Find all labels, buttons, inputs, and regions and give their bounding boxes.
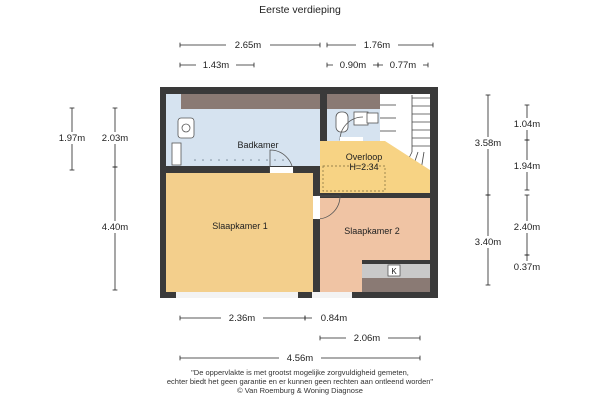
dim-left-inner: 2.03m (101, 133, 129, 144)
dim-top-total-left: 2.65m (234, 40, 262, 51)
dim-top-sub-mid: 0.90m (339, 60, 367, 71)
disclaimer-line-2: echter biedt het geen garantie en er kunnen geen rechten aan ontleend worden" (166, 377, 434, 386)
dim-right-outer-4: 0.37m (513, 262, 541, 273)
sink-icon (178, 118, 194, 138)
room-height-overloop: H=2.34 (349, 162, 379, 172)
page-title: Eerste verdieping (259, 4, 341, 16)
floor-plan-body (160, 87, 438, 298)
dim-top-sub-left: 1.43m (202, 60, 230, 71)
boiler-icon (367, 113, 378, 123)
top-strip-right (327, 94, 380, 109)
dim-right-outer-2: 1.94m (513, 161, 541, 172)
dim-bottom-total: 4.56m (286, 353, 314, 364)
copyright-line: © Van Roemburg & Woning Diagnose (237, 386, 363, 395)
dim-right-inner-bottom: 3.40m (474, 237, 502, 248)
dim-bottom-left: 2.36m (228, 313, 256, 324)
dim-right-inner-top: 3.58m (474, 138, 502, 149)
dim-top-sub-right: 0.77m (389, 60, 417, 71)
dim-top-total-right: 1.76m (363, 40, 391, 51)
closet-strip (362, 278, 430, 292)
room-label-slaapkamer-1: Slaapkamer 1 (212, 221, 268, 231)
dim-right-outer-1: 1.04m (513, 119, 541, 130)
room-label-overloop: Overloop (345, 152, 383, 162)
window-bottom-right (312, 292, 352, 298)
dim-bottom-mid: 0.84m (320, 313, 348, 324)
hand-basin-icon (354, 112, 368, 125)
bedroom-1-area (166, 173, 313, 292)
window-bottom-left (176, 292, 298, 298)
top-strip-left (181, 94, 320, 109)
toilet-icon (336, 112, 348, 132)
room-label-badkamer: Badkamer (237, 140, 279, 150)
shower-icon (172, 143, 181, 165)
disclaimer-line-1: "De oppervlakte is met grootst mogelijke zorgvuldigheid gemeten, (191, 368, 409, 377)
dim-left-lower: 4.40m (101, 222, 129, 233)
dim-bottom-right: 2.06m (353, 333, 381, 344)
dim-left-outer: 1.97m (58, 133, 86, 144)
dim-right-outer-3: 2.40m (513, 222, 541, 233)
room-label-slaapkamer-2: Slaapkamer 2 (344, 226, 400, 236)
closet-wall (362, 260, 430, 264)
room-label-kast: K (391, 267, 397, 276)
